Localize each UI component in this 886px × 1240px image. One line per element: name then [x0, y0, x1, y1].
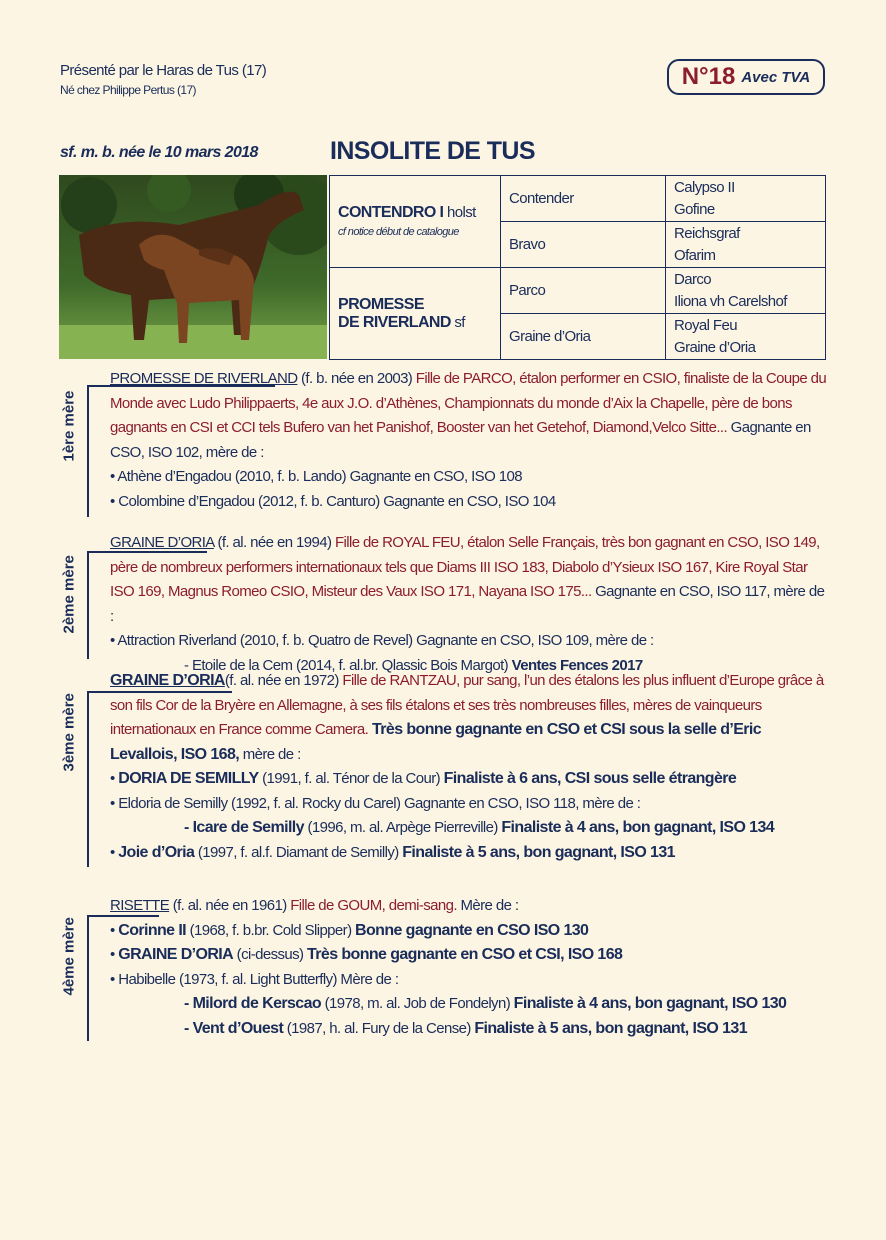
lot-tax: Avec TVA	[741, 68, 811, 86]
presenter-text: Présenté par le Haras de Tus (17)	[60, 62, 267, 79]
dam4-progeny-3: • Habibelle (1973, f. al. Light Butterfly) Mère de :	[110, 968, 830, 993]
pedigree-sd: Bravo	[501, 222, 666, 268]
dam3-progeny-3-perf: Finaliste à 5 ans, bon gagnant, ISO 131	[402, 843, 675, 861]
dam2-tail: Gagnante en CSO, ISO 117, mère de :	[110, 583, 825, 625]
pedigree-sd-parents	[666, 222, 826, 268]
dam3-section	[110, 669, 830, 865]
dam4-info: (f. al. née en 1961)	[169, 897, 291, 914]
dam4-progeny-1-info: (1968, f. b.br. Cold Slipper)	[186, 921, 356, 939]
pedigree-dam	[330, 268, 501, 360]
sire-breed: holst	[446, 204, 476, 221]
sire-name: CONTENDRO I	[338, 204, 444, 221]
dam1-tail: Gagnante en CSO, ISO 102, mère de :	[110, 419, 811, 461]
dam3-progeny-1-perf: Finaliste à 6 ans, CSI sous selle étrangère	[443, 770, 737, 787]
dam3-name: GRAINE D’ORIA	[110, 672, 225, 689]
dam4-progeny-1-name: Corinne II	[118, 921, 187, 939]
dam4-progeny-3b-info: (1987, h. al. Fury de la Cense)	[283, 1019, 475, 1037]
dam4-progeny-3a-info: (1978, m. al. Job de Fondelyn)	[321, 995, 514, 1012]
dam4-label: 4ème mère	[60, 917, 78, 996]
dam2-label: 2ème mère	[60, 555, 78, 634]
dam3-progeny-2a-perf: Finaliste à 4 ans, bon gagnant, ISO 134	[501, 819, 775, 836]
dam3-progeny-3-info: (1997, f. al.f. Diamant de Semilly)	[194, 843, 403, 861]
breeder-text: Né chez Philippe Pertus (17)	[60, 83, 196, 97]
pedigree-ds: Parco	[501, 268, 666, 314]
dam2-progeny-1a-info: - Etoile de la Cem (2014, f. al.br. Qlassic Bois Margot)	[184, 656, 512, 674]
dam3-label: 3ème mère	[60, 693, 78, 772]
dam2-progeny-1: • Attraction Riverland (2010, f. b. Quatro de Revel) Gagnante en CSO, ISO 109, mère de :	[110, 629, 830, 654]
pedigree-sss: Calypso II	[674, 178, 735, 196]
dam4-tail: Mère de :	[456, 897, 519, 914]
dam4-progeny-2	[110, 943, 830, 968]
dam2-section	[110, 531, 830, 678]
dam4-progeny-3b-name: - Vent d’Ouest	[184, 1019, 284, 1037]
dam4-progeny-3b	[110, 1017, 830, 1042]
sire-note: cf notice début de catalogue	[338, 226, 459, 238]
dam2-progeny-1a-perf: Ventes Fences 2017	[511, 656, 643, 674]
dam4-progeny-1	[110, 919, 830, 944]
dam2-paragraph	[110, 531, 830, 629]
dam4-section	[110, 894, 830, 1041]
dam2-info: (f. al. née en 1994)	[213, 534, 335, 551]
dam4-progeny-3a-perf: Finaliste à 4 ans, bon gagnant, ISO 130	[513, 995, 787, 1012]
pedigree-dss: Darco	[674, 270, 712, 288]
dam3-progeny-2: • Eldoria de Semilly (1992, f. al. Rocky du Carel) Gagnante en CSO, ISO 118, mère de :	[110, 792, 830, 817]
pedigree-dd: Graine d’Oria	[501, 314, 666, 360]
dam1-desc: Fille de PARCO, étalon performer en CSIO, finaliste de la Coupe du Monde avec Ludo Philippaerts, 4e aux J.O. d’Athènes, Championnats du monde d’Aix la Chapelle, père de bons gagnants en CSI et CCI tels Bufero van het Panishof, Booster van het Getehof, Diamond,Velco Sitte...	[110, 370, 827, 436]
dam2-desc: Fille de ROYAL FEU, étalon Selle Français, très bon gagnant en CSO, ISO 149, père de nombreux performers internationaux tels que Diams III ISO 183, Diabolo d’Ysieux ISO 167, Kire Royal Star ISO 169, Magnus Romeo CSIO, Misteur des Vaux ISO 171, Nayana ISO 175...	[110, 534, 820, 600]
pedigree-dsd: Iliona vh Carelshof	[674, 292, 787, 310]
dam-name-line2: DE RIVERLAND	[338, 313, 451, 331]
dam4-progeny-1-perf: Bonne gagnante en CSO ISO 130	[355, 921, 589, 939]
dam3-paragraph	[110, 669, 830, 767]
pedigree-sire	[330, 176, 501, 268]
pedigree-ddd: Graine d’Oria	[674, 338, 756, 356]
dam1-info: (f. b. née en 2003)	[297, 370, 416, 387]
dam4-progeny-3a	[110, 992, 830, 1017]
lot-number: N°18	[681, 63, 736, 90]
dam3-progeny-3-name: Joie d’Oria	[118, 843, 195, 861]
lot-badge	[667, 59, 825, 95]
pedigree-ss-parents	[666, 176, 826, 222]
horse-photo	[59, 175, 327, 359]
dam3-perf: Très bonne gagnante en CSO et CSI sous la selle d’Eric Levallois, ISO 168,	[110, 721, 762, 763]
dam4-progeny-3a-name: - Milord de Kerscao	[184, 995, 322, 1012]
dam3-desc: Fille de RANTZAU, pur sang, l’un des étalons les plus influent d’Europe grâce à son fils Cor de la Bryère en Allemagne, à ses fils étalons et ses très nombreuses filles, mères de vainqueurs internationaux en France comme Camera.	[110, 672, 824, 738]
horse-name: INSOLITE DE TUS	[330, 137, 535, 165]
dam4-progeny-2-perf: Très bonne gagnante en CSO et CSI, ISO 168	[307, 946, 623, 963]
dam-breed: sf	[454, 313, 465, 331]
pedigree-ss: Contender	[501, 176, 666, 222]
dam-name-line1: PROMESSE	[338, 295, 424, 313]
dam3-progeny-1-info: (1991, f. al. Ténor de la Cour)	[258, 770, 444, 787]
dam1-progeny-1: • Athène d’Engadou (2010, f. b. Lando) Gagnante en CSO, ISO 108	[110, 465, 830, 490]
pedigree-dd-parents	[666, 314, 826, 360]
dam3-progeny-3	[110, 841, 830, 866]
pedigree-sds: Reichsgraf	[674, 224, 740, 242]
dam4-progeny-2-info: (ci-dessus)	[233, 946, 307, 963]
dam1-section	[110, 367, 830, 514]
dam4-paragraph	[110, 894, 830, 919]
dam3-progeny-1-name: DORIA DE SEMILLY	[118, 770, 259, 787]
birth-info: sf. m. b. née le 10 mars 2018	[60, 144, 258, 161]
dam4-progeny-2-name: GRAINE D’ORIA	[118, 946, 234, 963]
dam2-name: GRAINE D’ORIA	[110, 534, 214, 551]
dam4-name: RISETTE	[110, 897, 170, 914]
dam1-progeny-2: • Colombine d’Engadou (2012, f. b. Canturo) Gagnante en CSO, ISO 104	[110, 490, 830, 515]
dam3-progeny-2a-info: (1996, m. al. Arpège Pierreville)	[303, 819, 502, 836]
pedigree-table	[329, 175, 826, 360]
dam4-desc: Fille de GOUM, demi-sang.	[290, 897, 457, 914]
dam3-info: (f. al. née en 1972)	[224, 672, 343, 689]
dam1-name: PROMESSE DE RIVERLAND	[110, 370, 298, 387]
dam1-label: 1ère mère	[60, 390, 78, 462]
dam1-paragraph	[110, 367, 830, 465]
pedigree-sdd: Ofarim	[674, 246, 716, 264]
dam4-progeny-3b-perf: Finaliste à 5 ans, bon gagnant, ISO 131	[474, 1019, 747, 1037]
pedigree-dds: Royal Feu	[674, 316, 737, 334]
dam3-progeny-2a-name: - Icare de Semilly	[184, 819, 304, 836]
pedigree-ds-parents	[666, 268, 826, 314]
dam3-tail: mère de :	[239, 745, 301, 763]
dam3-progeny-2a	[110, 816, 830, 841]
dam3-progeny-1	[110, 767, 830, 792]
pedigree-ssd: Gofine	[674, 200, 715, 218]
